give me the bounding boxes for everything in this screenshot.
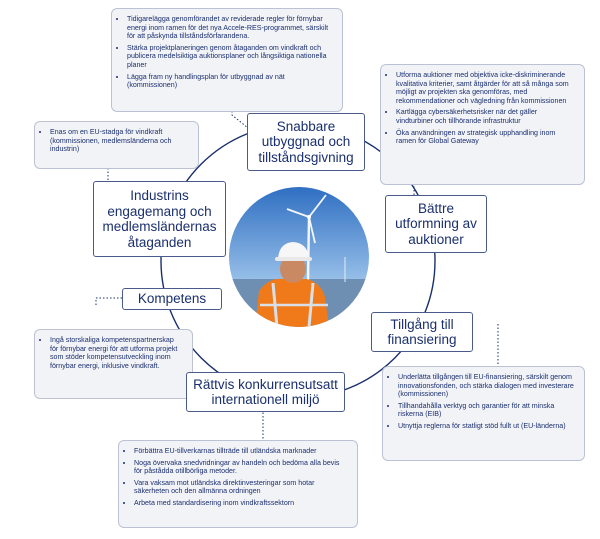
theme-label-rattvis: [186, 372, 345, 412]
theme-title: Snabbare utbyggnad och tillståndsgivning: [258, 118, 354, 165]
bullet-item: • Tillhandahålla verktyg och garantier för att minska riskerna (EIB): [398, 402, 576, 419]
theme-title: Rättvis konkurrensutsatt internationell miljö: [193, 376, 338, 407]
bullet-list: [41, 336, 184, 370]
theme-title: Bättre utformning av auktioner: [395, 200, 477, 247]
bullet-item: • Vara vaksam mot utländska direktinvesteringar som hotar säkerheten och den allmänna ordningen: [134, 479, 349, 496]
bullet-list: [125, 447, 349, 508]
theme-label-tillgang: [371, 312, 473, 352]
infobox-rattvis: [118, 440, 358, 528]
bullet-list: [41, 128, 190, 154]
bullet-item: • Stärka projektplaneringen genom åtaganden om vindkraft och publicera medelsiktiga auktionsplaner och långsiktiga nationella planer: [127, 44, 334, 70]
bullet-item: • Noga övervaka snedvridningar av handeln och bedöma alla bevis för påstådda otillbörliga metoder.: [134, 459, 349, 476]
theme-title: Tillgång till finansiering: [387, 316, 457, 347]
theme-title: Kompetens: [137, 291, 207, 307]
bullet-item: • Öka användningen av strategisk upphandling inom ramen för Global Gateway: [396, 129, 576, 146]
infobox-industrins: [34, 121, 199, 169]
bullet-list: [389, 373, 576, 431]
bullet-list: [118, 15, 334, 90]
bullet-item: • Kartlägga cybersäkerhetsrisker när det gäller vindturbiner och tillhörande infrastruktur: [396, 108, 576, 125]
theme-label-kompetens: [122, 288, 222, 310]
bullet-item: • Utnyttja reglerna för statligt stöd fullt ut (EU-länderna): [398, 422, 576, 431]
theme-label-snabbare: [247, 113, 365, 171]
infobox-tillgang: [382, 366, 585, 461]
bullet-item: • Ingå storskaliga kompetenspartnerskap för förnybar energi för att utforma projekt som stöder kompetensutveckling inom förnybar energi, inklusive vindkraft.: [50, 336, 184, 370]
bullet-item: • Lägga fram ny handlingsplan för utbyggnad av nät (kommissionen): [127, 73, 334, 90]
bullet-item: • Tidigarelägga genomförandet av reviderade regler för förnybar energi inom ramen för det nya Accele-RES-programmet, särskilt för att påskynda tillståndsförfarandena.: [127, 15, 334, 41]
theme-title: Industrins engagemang och medlemsländernas åtaganden: [102, 188, 217, 250]
bullet-item: • Arbeta med standardisering inom vindkraftssektorn: [134, 499, 349, 508]
bullet-item: • Underlätta tillgången till EU-finansiering, särskilt genom innovationsfonden, och stärka dialogen med investerare (kommissionen): [398, 373, 576, 399]
bullet-item: • Enas om en EU-stadga för vindkraft (kommissionen, medlemsländerna och industrin): [50, 128, 190, 154]
infobox-kompetens: [34, 329, 193, 399]
infobox-battre: [380, 64, 585, 185]
theme-label-industrins: [93, 181, 226, 257]
wind-turbine-worker-photo: [229, 187, 369, 327]
infobox-snabbare: [111, 8, 343, 112]
bullet-list: [387, 71, 576, 146]
theme-label-battre: [385, 195, 487, 253]
bullet-item: • Förbättra EU-tillverkarnas tillträde till utländska marknader: [134, 447, 349, 456]
bullet-item: • Utforma auktioner med objektiva icke-diskriminerande kvalitativa kriterier, samt åtgärder för att så många som möjligt av projekten ska genomföras, med rekommendationer och vägledning från kommissionen: [396, 71, 576, 105]
